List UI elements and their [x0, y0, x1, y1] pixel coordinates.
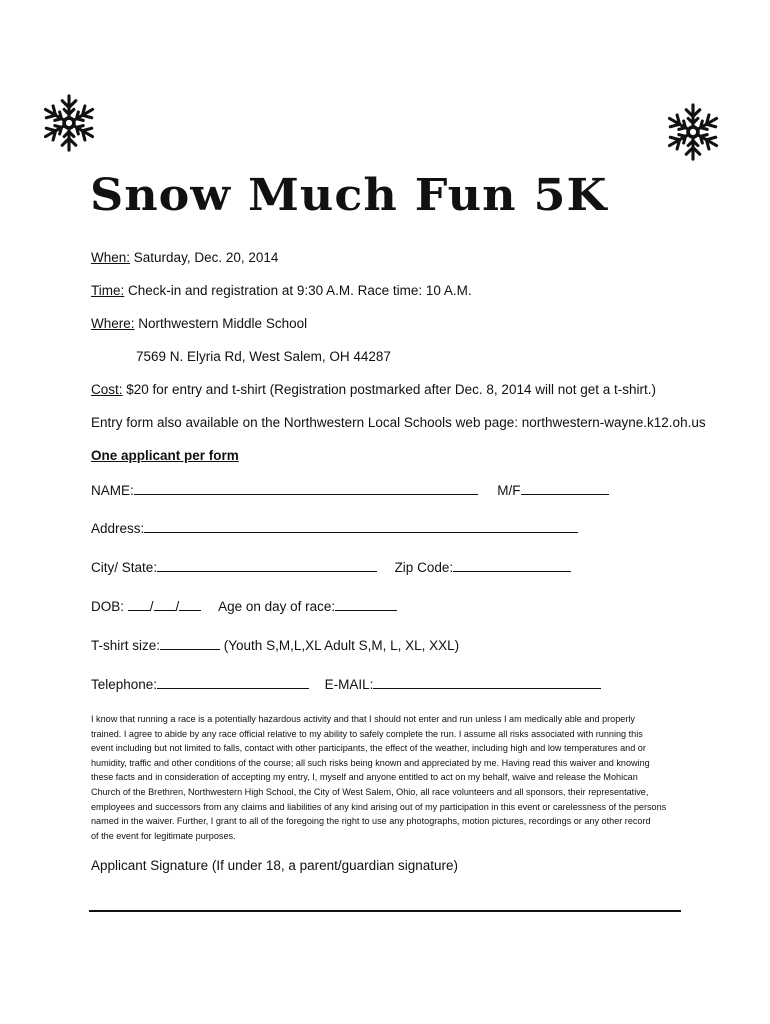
tshirt-row [91, 637, 459, 653]
signature-label: Applicant Signature (If under 18, a parent/guardian signature) [91, 858, 458, 873]
signature-field[interactable] [89, 910, 681, 912]
where-value: Northwestern Middle School [134, 316, 308, 331]
waiver-line: I know that running a race is a potentially hazardous activity and that I should not enter and run unless I am medically able and properly [91, 714, 635, 724]
address-field[interactable] [144, 520, 578, 533]
waiver-line: event including but not limited to falls, contact with other participants, the effect of the weather, including high and low temperatures and or [91, 743, 646, 754]
dob-row [91, 598, 397, 614]
zip-field[interactable] [453, 559, 571, 572]
contact-row [91, 676, 601, 692]
name-row [91, 482, 609, 498]
time-value: Check-in and registration at 9:30 A.M. Race time: 10 A.M. [124, 283, 472, 298]
city-state-field[interactable] [157, 559, 377, 572]
when-label: When: [91, 250, 131, 265]
entry-form-note: Entry form also available on the Northwestern Local Schools web page: northwestern-wayne.k12.oh.us [91, 415, 706, 430]
time-label: Time: [91, 283, 125, 298]
where-label: Where: [91, 316, 135, 331]
snowflake-icon [662, 101, 724, 163]
dob-label: DOB: [91, 599, 125, 614]
where-line [91, 316, 307, 331]
page-title: Snow Much Fun 5K [90, 169, 608, 221]
cost-line [91, 382, 656, 397]
age-field[interactable] [335, 598, 397, 611]
cost-value: $20 for entry and t-shirt (Registration postmarked after Dec. 8, 2014 will not get a t-shirt.) [122, 382, 657, 397]
email-field[interactable] [373, 676, 601, 689]
one-applicant-heading: One applicant per form [91, 448, 239, 463]
waiver-line: humidity, traffic and other conditions of the course; all such risks being known and appreciated by me. Having read this waiver and knowing [91, 757, 650, 768]
when-value: Saturday, Dec. 20, 2014 [130, 250, 279, 265]
where-address: 7569 N. Elyria Rd, West Salem, OH 44287 [136, 349, 391, 364]
waiver-line: named in the waiver. Further, I grant to all of the foregoing the right to use any photographs, motion pictures, recordings or any other record [91, 816, 651, 827]
mf-label: M/F [497, 483, 521, 498]
waiver-line: Church of the Brethren, Northwestern High School, the City of West Salem, Ohio, all race volunteers and all sponsors, their representative, [91, 786, 649, 797]
time-line [91, 283, 472, 298]
dob-month-field[interactable] [128, 598, 150, 611]
waiver-line: of the event for legitimate purposes. [91, 830, 236, 841]
mf-field[interactable] [521, 482, 609, 495]
waiver-text [91, 712, 691, 843]
cost-label: Cost: [91, 382, 123, 397]
tshirt-label: T-shirt size: [91, 638, 161, 653]
name-field[interactable] [134, 482, 478, 495]
dob-sep: / [175, 599, 180, 614]
name-label: NAME: [91, 483, 134, 498]
waiver-line: these facts and in consideration of accepting my entry, I, myself and anyone entitled to act on my behalf, waive and release the Mohican [91, 772, 638, 783]
address-row [91, 520, 578, 536]
dob-year-field[interactable] [179, 598, 201, 611]
age-label: Age on day of race: [218, 599, 336, 614]
tshirt-field[interactable] [160, 637, 220, 650]
city-row [91, 559, 571, 575]
waiver-line: employees and successors from any claims and liabilities of any kind arising out of my participation in this event or carelessness of the persons [91, 801, 667, 812]
email-label: E-MAIL: [324, 677, 374, 692]
waiver-line: trained. I agree to abide by any race official relative to my ability to safely complete the run. I assume all risks associated with running this [91, 728, 643, 739]
when-line [91, 250, 278, 265]
telephone-label: Telephone: [91, 677, 158, 692]
address-label: Address: [91, 521, 145, 536]
zip-label: Zip Code: [394, 560, 454, 575]
dob-sep: / [149, 599, 154, 614]
tshirt-options: (Youth S,M,L,XL Adult S,M, L, XL, XXL) [223, 638, 460, 653]
snowflake-icon [38, 92, 100, 154]
telephone-field[interactable] [157, 676, 309, 689]
city-state-label: City/ State: [91, 560, 158, 575]
dob-day-field[interactable] [154, 598, 176, 611]
